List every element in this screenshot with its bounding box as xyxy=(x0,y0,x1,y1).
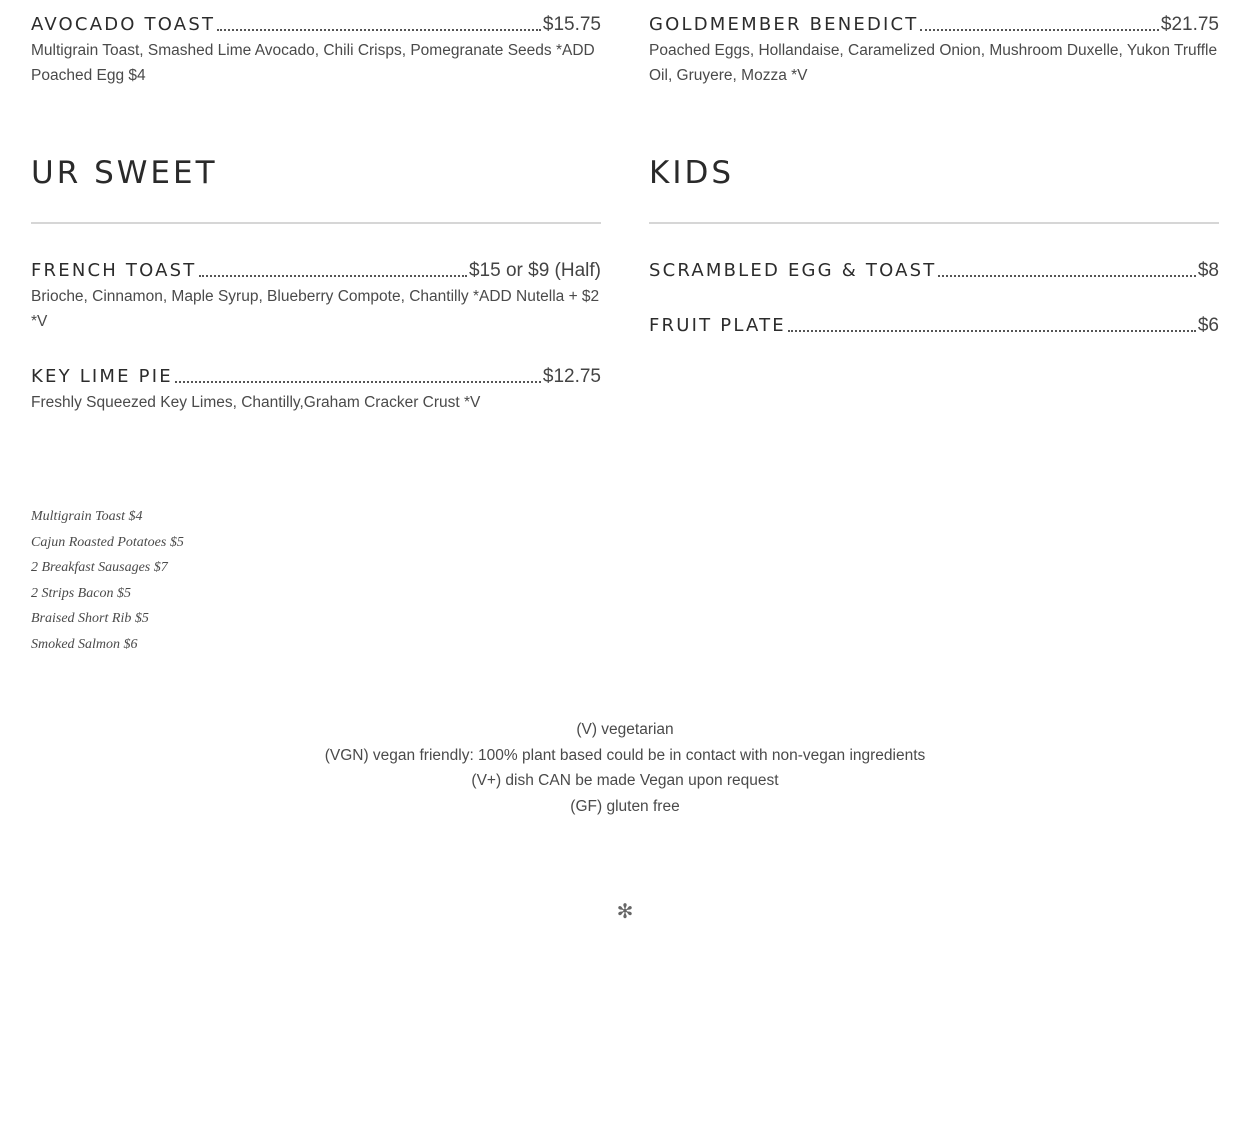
menu-item-description: Multigrain Toast, Smashed Lime Avocado, Chili Crisps, Pomegranate Seeds *ADD Poached Egg $4 xyxy=(31,42,595,84)
side-item: Smoked Salmon $6 xyxy=(31,636,138,652)
menu-item-price: $12.75 xyxy=(542,366,601,387)
menu-item-goldmember-benedict xyxy=(649,14,1219,88)
side-item: Multigrain Toast $4 xyxy=(31,509,143,524)
dietary-legend xyxy=(0,717,1250,819)
legend-line: (GF) gluten free xyxy=(570,797,680,815)
section-title-sweet: UR SWEET xyxy=(31,155,218,191)
dot-leader xyxy=(217,28,541,31)
asterisk-ornament-icon: ✻ xyxy=(616,899,634,923)
dot-leader xyxy=(788,329,1196,332)
dot-leader xyxy=(938,274,1195,277)
menu-item-price: $21.75 xyxy=(1160,14,1219,35)
menu-item-header xyxy=(31,366,601,388)
menu-item-name: GOLDMEMBER BENEDICT xyxy=(649,14,919,35)
side-item: 2 Breakfast Sausages $7 xyxy=(31,560,168,576)
menu-item-price: $15 or $9 (Half) xyxy=(468,260,601,281)
left-column xyxy=(31,0,601,440)
menu-item-fruit-plate xyxy=(649,315,1219,337)
menu-item-name: KEY LIME PIE xyxy=(31,366,173,387)
section-title-kids: KIDS xyxy=(649,155,735,191)
menu-item-avocado-toast xyxy=(31,14,601,88)
side-item: 2 Strips Bacon $5 xyxy=(31,585,131,601)
menu-item-header xyxy=(31,260,601,282)
menu-item-description: Brioche, Cinnamon, Maple Syrup, Blueberry Compote, Chantilly *ADD Nutella + $2 *V xyxy=(31,288,600,330)
menu-item-price: $6 xyxy=(1197,315,1219,336)
legend-line: (VGN) vegan friendly: 100% plant based could be in contact with non-vegan ingredients xyxy=(324,746,926,764)
sides-list xyxy=(31,504,431,658)
dot-leader xyxy=(920,28,1158,31)
menu-item-key-lime-pie xyxy=(31,366,601,415)
menu-item-name: AVOCADO TOAST xyxy=(31,14,216,35)
side-item: Braised Short Rib $5 xyxy=(31,611,149,627)
menu-item-header xyxy=(649,260,1219,282)
dot-leader xyxy=(199,274,467,277)
menu-item-description: Poached Eggs, Hollandaise, Caramelized Onion, Mushroom Duxelle, Yukon Truffle Oil, Gruyere, Mozza *V xyxy=(649,42,1218,84)
menu-item-price: $15.75 xyxy=(542,14,601,35)
right-column xyxy=(649,0,1219,360)
legend-line: (V+) dish CAN be made Vegan upon request xyxy=(471,772,779,790)
menu-item-name: SCRAMBLED EGG & TOAST xyxy=(649,260,937,281)
legend-line: (V) vegetarian xyxy=(576,721,674,738)
menu-item-description: Freshly Squeezed Key Limes, Chantilly,Graham Cracker Crust *V xyxy=(31,394,481,411)
menu-item-header xyxy=(31,14,601,36)
menu-item-price: $8 xyxy=(1197,260,1219,281)
dot-leader xyxy=(175,380,541,383)
menu-item-header xyxy=(649,315,1219,337)
menu-item-french-toast xyxy=(31,260,601,334)
section-divider xyxy=(649,222,1219,224)
section-divider xyxy=(31,222,601,224)
menu-item-header xyxy=(649,14,1219,36)
menu-item-name: FRUIT PLATE xyxy=(649,315,786,336)
menu-item-name: FRENCH TOAST xyxy=(31,260,197,281)
menu-item-scrambled-egg-toast xyxy=(649,260,1219,282)
side-item: Cajun Roasted Potatoes $5 xyxy=(31,534,184,550)
